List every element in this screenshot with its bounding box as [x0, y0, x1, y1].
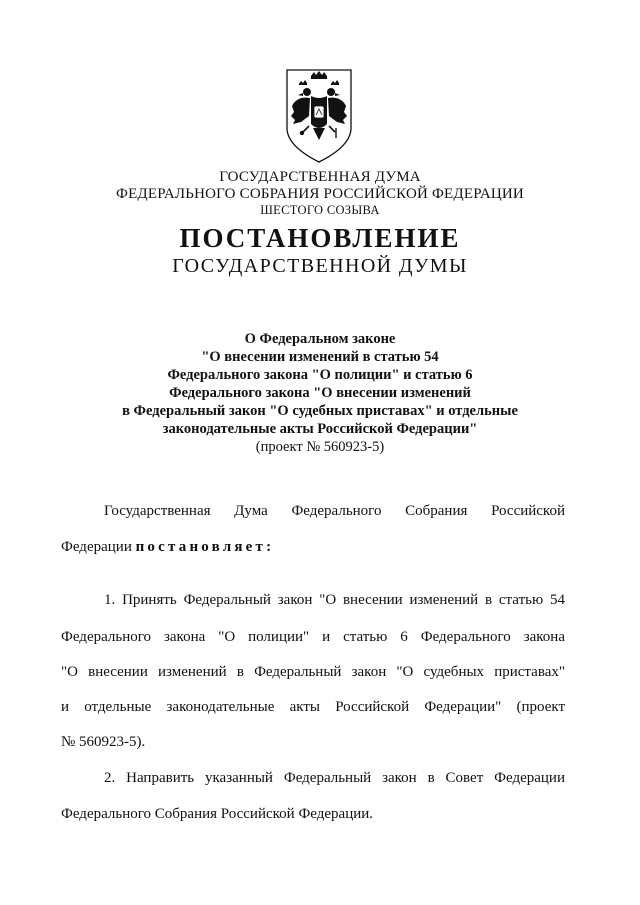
org-line-1: ГОСУДАРСТВЕННАЯ ДУМА	[219, 169, 421, 185]
item2-line: Федерального Собрания Российской Федерации.	[61, 806, 374, 822]
project-number: (проект № 560923-5)	[255, 439, 385, 455]
item1-line: 1. Принять Федеральный закон "О внесении изменений в статью 54	[104, 592, 565, 608]
org-line-2: ФЕДЕРАЛЬНОГО СОБРАНИЯ РОССИЙСКОЙ ФЕДЕРАЦИИ	[116, 186, 524, 202]
document-type-title: ПОСТАНОВЛЕНИЕ	[179, 223, 461, 253]
subject-line: Федерального закона "О внесении изменений	[169, 385, 471, 401]
subject-line: О Федеральном законе	[244, 331, 396, 347]
intro-line-2	[61, 537, 565, 558]
convocation: ШЕСТОГО СОЗЫВА	[260, 203, 380, 217]
item1-line: Федерального закона "О полиции" и статью 6 Федерального закона	[61, 629, 565, 645]
subject-line: Федерального закона "О полиции" и статью 6	[167, 367, 473, 383]
intro-line-2-start: Федерации	[61, 539, 132, 555]
item1-line: и отдельные законодательные акты Российской Федерации" (проект	[61, 699, 565, 715]
subject-line: законодательные акты Российской Федерации"	[162, 421, 478, 437]
subject-line: "О внесении изменений в статью 54	[201, 349, 439, 365]
intro-line-1: Государственная Дума Федерального Собрания Российской	[104, 503, 565, 519]
document-type-subtitle: ГОСУДАРСТВЕННОЙ ДУМЫ	[172, 255, 468, 277]
coat-of-arms-emblem-icon	[281, 66, 357, 166]
resolves-verb: постановляет:	[135, 539, 275, 555]
subject-line: в Федеральный закон "О судебных приставах" и отдельные	[122, 403, 518, 419]
document-subject	[0, 330, 640, 456]
item1-line: № 560923-5).	[61, 734, 146, 750]
item1-line: "О внесении изменений в Федеральный закон "О судебных приставах"	[61, 664, 565, 680]
item2-line: 2. Направить указанный Федеральный закон в Совет Федерации	[104, 770, 565, 786]
